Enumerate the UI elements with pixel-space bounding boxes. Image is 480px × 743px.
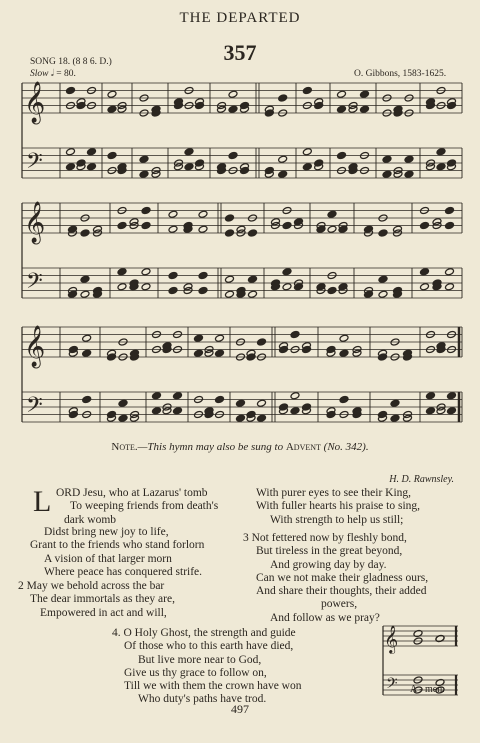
- treble-clef-icon: 𝄞: [384, 625, 399, 653]
- hymn-author: H. D. Rawnsley.: [389, 474, 454, 485]
- hymn-number: 357: [223, 40, 257, 65]
- bass-clef-icon: 𝄢: [26, 269, 43, 299]
- verse-line: Give us thy grace to follow on,: [124, 666, 267, 679]
- bass-clef-icon: 𝄢: [26, 393, 43, 423]
- verse-line: powers,: [321, 598, 358, 611]
- verse-line: With fuller hearts his praise to sing,: [256, 500, 421, 513]
- tempo-value: = 80.: [56, 69, 76, 79]
- alternate-tune-ref: (No. 342).: [323, 441, 369, 453]
- half-note-icon: 𝅗𝅥: [50, 69, 54, 79]
- verse-line: dark womb: [64, 513, 117, 526]
- page-number: 497: [231, 702, 249, 716]
- verse-line: ORD Jesu, who at Lazarus' tomb: [56, 487, 208, 499]
- page-header-title: THE DEPARTED: [179, 10, 301, 26]
- verse-line: Not fettered now by fleshly bond,: [251, 532, 407, 544]
- composer-credit: O. Gibbons, 1583-1625.: [354, 69, 447, 79]
- verse-line: O Holy Ghost, the strength and guide: [123, 627, 296, 639]
- verse-line: The dear immortals as they are,: [30, 593, 175, 606]
- verse-line: Empowered in act and will,: [40, 606, 167, 619]
- verse-line: A vision of that larger morn: [44, 552, 172, 565]
- treble-clef-icon: 𝄞: [24, 202, 46, 243]
- treble-clef-icon: 𝄞: [24, 326, 46, 367]
- verse-line: And growing day by day.: [270, 558, 387, 571]
- verse-line: But tireless in the great beyond,: [256, 545, 403, 558]
- verse-line: To weeping friends from death's: [70, 500, 219, 513]
- verse-number: 2: [18, 580, 24, 592]
- verse-line: Of those who to this earth have died,: [124, 640, 294, 653]
- drop-cap-initial: L: [33, 485, 52, 518]
- bass-clef-icon: 𝄢: [26, 149, 43, 179]
- alternate-tune-name: Advent: [285, 441, 321, 453]
- verse-line: And share their thoughts, their added: [256, 585, 427, 598]
- verse-line: But live more near to God,: [138, 653, 262, 666]
- verse-line: Where peace has conquered strife.: [44, 565, 203, 578]
- verse-line: Can we not make their gladness ours,: [256, 571, 429, 584]
- bass-clef-icon: 𝄢: [386, 675, 398, 696]
- note-prefix: Note.: [111, 441, 138, 453]
- amen-label: A - men.: [410, 684, 445, 695]
- tempo-label: Slow: [30, 69, 49, 79]
- verse-line: Till we with them the crown have won: [124, 680, 302, 693]
- verse-line: With strength to help us still;: [270, 513, 404, 526]
- note-text: —This hymn may also be sung to: [137, 441, 284, 453]
- verse-line: May we behold across the bar: [26, 580, 165, 592]
- verse-line: Who duty's paths have trod.: [138, 693, 267, 706]
- verse-number: 4.: [112, 627, 121, 639]
- verse-line: Didst bring new joy to life,: [44, 526, 169, 538]
- verse-line: With purer eyes to see their King,: [256, 487, 412, 499]
- meter-label: (8 8 6. D.): [72, 57, 112, 67]
- verse-line: And follow as we pray?: [270, 611, 380, 624]
- verse-number: 3: [243, 532, 249, 544]
- treble-clef-icon: 𝄞: [24, 82, 46, 123]
- song-label: SONG 18.: [30, 57, 71, 67]
- verse-line: Grant to the friends who stand forlorn: [30, 539, 205, 552]
